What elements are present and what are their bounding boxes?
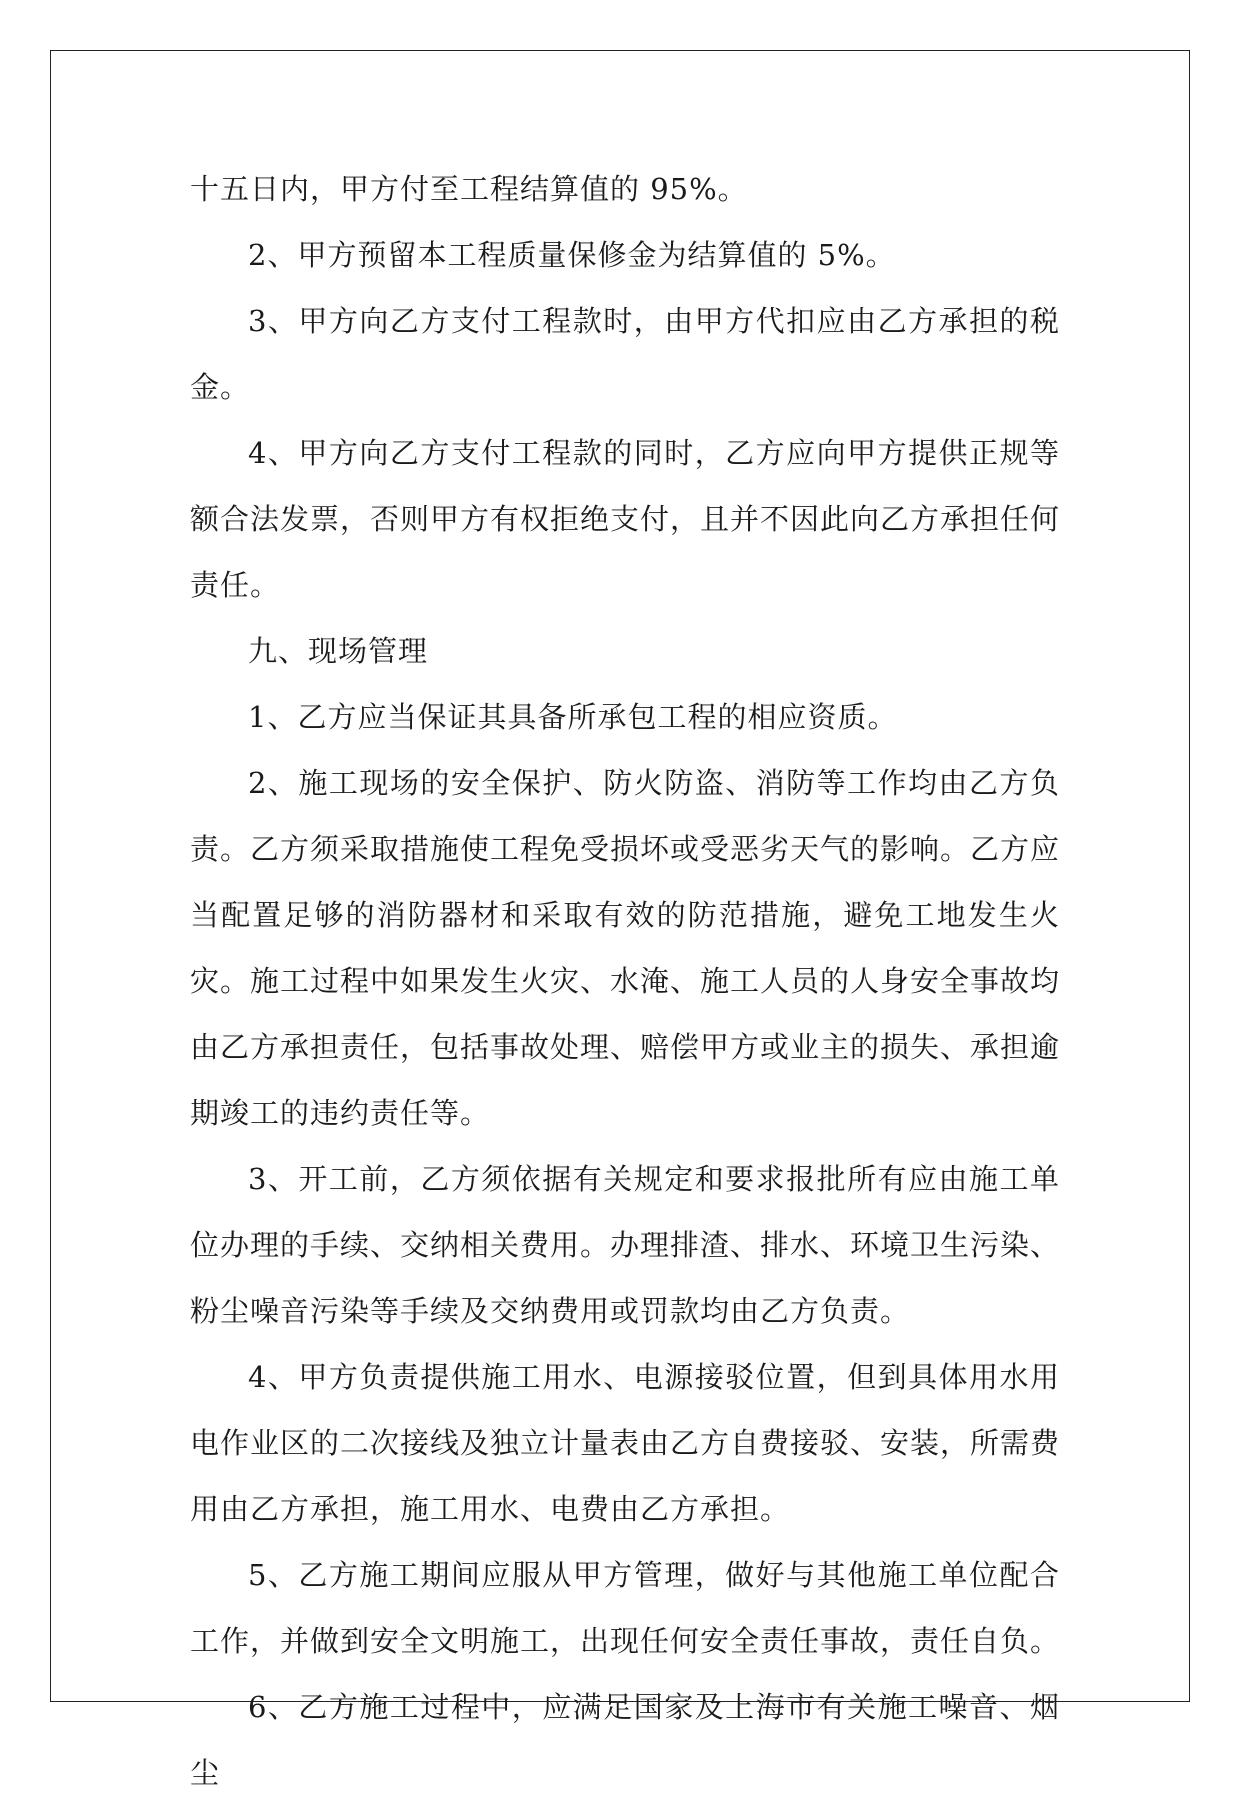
paragraph-site-safety: 2、施工现场的安全保护、防火防盗、消防等工作均由乙方负责。乙方须采取措施使工程免受损坏或受恶劣天气的影响。乙方应当配置足够的消防器材和采取有效的防范措施，避免工地发生火灾。施工过程中如果发生火灾、水淹、施工人员的人身安全事故均由乙方承担责任，包括事故处理、赔偿甲方或业主的损失、承担逾期竣工的违约责任等。 xyxy=(190,766,1061,1130)
paragraph-noise-dust: 6、乙方施工过程中，应满足国家及上海市有关施工噪音、烟尘 xyxy=(190,1690,1060,1790)
paragraph-permits-fees: 3、开工前，乙方须依据有关规定和要求报批所有应由施工单位办理的手续、交纳相关费用。办理排渣、排水、环境卫生污染、粉尘噪音污染等手续及交纳费用或罚款均由乙方负责。 xyxy=(190,1162,1061,1328)
paragraph-payment-continued: 十五日内，甲方付至工程结算值的 95%。 xyxy=(190,172,748,206)
paragraph-qualification: 1、乙方应当保证其具备所承包工程的相应资质。 xyxy=(248,700,898,734)
paragraph-warranty-deposit: 2、甲方预留本工程质量保修金为结算值的 5%。 xyxy=(248,238,896,272)
paragraph-cooperation: 5、乙方施工期间应服从甲方管理，做好与其他施工单位配合工作，并做到安全文明施工，出现任何安全责任事故，责任自负。 xyxy=(190,1558,1061,1658)
section-heading-site-management: 九、现场管理 xyxy=(248,634,429,668)
document-body xyxy=(190,156,1060,1806)
paragraph-tax-withholding: 3、甲方向乙方支付工程款时，由甲方代扣应由乙方承担的税金。 xyxy=(190,304,1060,404)
paragraph-water-power: 4、甲方负责提供施工用水、电源接驳位置，但到具体用水用电作业区的二次接线及独立计量表由乙方自费接驳、安装，所需费用由乙方承担，施工用水、电费由乙方承担。 xyxy=(190,1360,1061,1526)
paragraph-invoice: 4、甲方向乙方支付工程款的同时，乙方应向甲方提供正规等额合法发票，否则甲方有权拒绝支付，且并不因此向乙方承担任何责任。 xyxy=(190,436,1061,602)
